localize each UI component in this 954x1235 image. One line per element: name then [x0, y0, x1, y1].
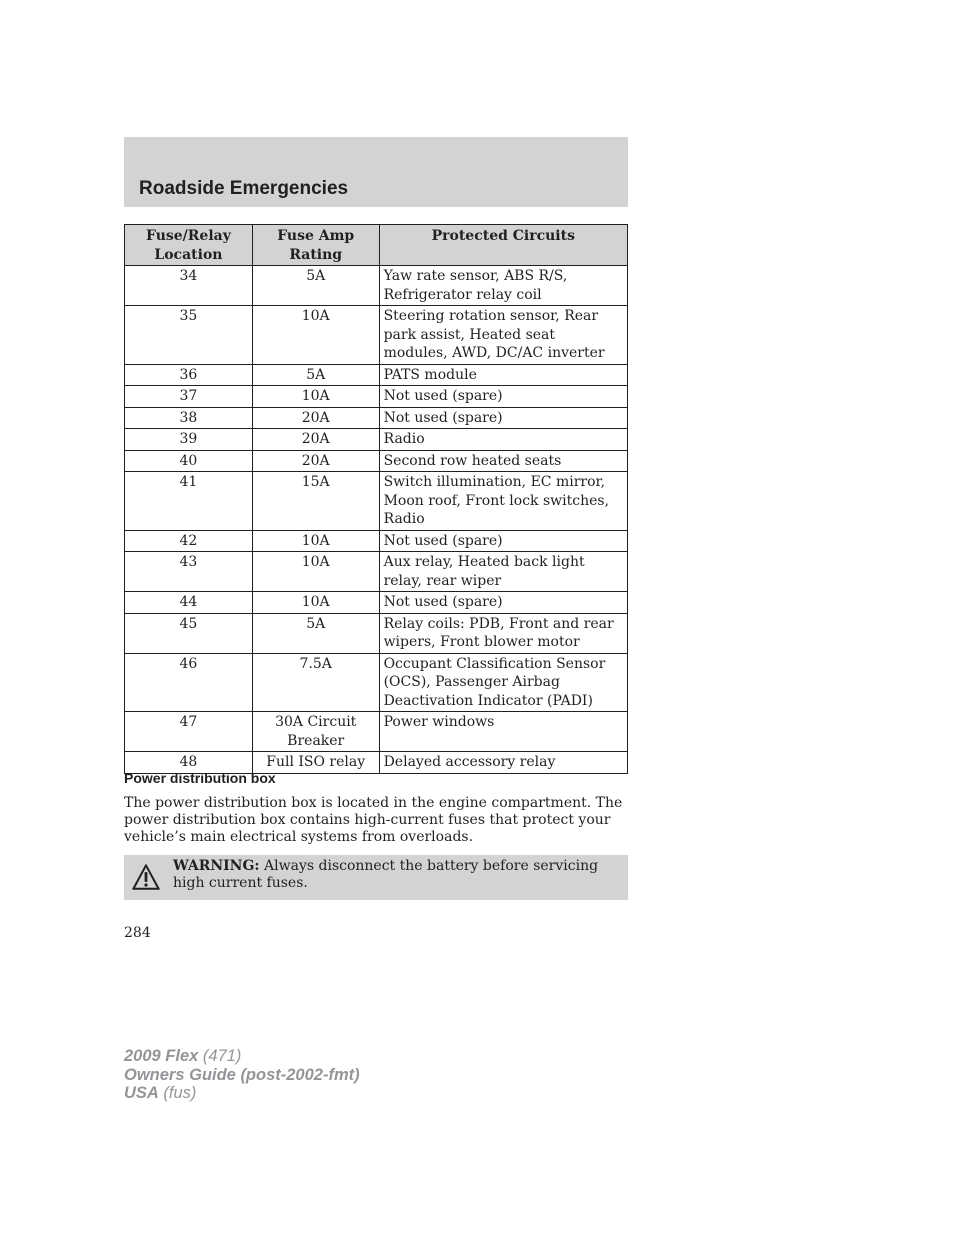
cell-location: 40: [125, 450, 253, 472]
cell-rating: 15A: [252, 472, 379, 531]
footer-line-3: USA (fus): [124, 1084, 197, 1102]
cell-circuits: Power windows: [379, 712, 627, 752]
cell-location: 42: [125, 530, 253, 552]
warning-text: [173, 858, 623, 892]
table-row: [125, 613, 628, 653]
cell-circuits: Steering rotation sensor, Rear park assist, Heated seat modules, AWD, DC/AC inverter: [379, 306, 627, 365]
cell-location: 41: [125, 472, 253, 531]
header-band: [124, 137, 628, 207]
table-header-row: [125, 225, 628, 266]
cell-circuits: Second row heated seats: [379, 450, 627, 472]
cell-location: 44: [125, 592, 253, 614]
warning-triangle-icon: [131, 863, 161, 891]
cell-rating: 10A: [252, 592, 379, 614]
cell-circuits: Relay coils: PDB, Front and rear wipers, Front blower motor: [379, 613, 627, 653]
table-row: [125, 429, 628, 451]
warning-label: WARNING:: [173, 858, 260, 874]
footer-line-1: 2009 Flex (471): [124, 1047, 242, 1065]
cell-rating: 5A: [252, 266, 379, 306]
table-row: [125, 364, 628, 386]
cell-rating: 10A: [252, 552, 379, 592]
cell-rating: 30A Circuit Breaker: [252, 712, 379, 752]
page-number: 284: [124, 925, 151, 941]
cell-rating: 20A: [252, 429, 379, 451]
cell-circuits: Not used (spare): [379, 386, 627, 408]
cell-location: 35: [125, 306, 253, 365]
cell-circuits: Yaw rate sensor, ABS R/S, Refrigerator relay coil: [379, 266, 627, 306]
cell-circuits: PATS module: [379, 364, 627, 386]
cell-location: 43: [125, 552, 253, 592]
cell-location: 39: [125, 429, 253, 451]
page-title: Roadside Emergencies: [139, 178, 349, 199]
cell-location: 38: [125, 407, 253, 429]
cell-rating: 20A: [252, 407, 379, 429]
table-row: [125, 386, 628, 408]
warning-message: Always disconnect the battery before servicing high current fuses.: [173, 858, 599, 891]
cell-circuits: Occupant Classification Sensor (OCS), Passenger Airbag Deactivation Indicator (PADI): [379, 653, 627, 712]
footer: [124, 1047, 360, 1103]
cell-location: 46: [125, 653, 253, 712]
cell-circuits: Radio: [379, 429, 627, 451]
column-header-rating: Fuse Amp Rating: [252, 225, 379, 266]
cell-location: 48: [125, 752, 253, 774]
cell-location: 47: [125, 712, 253, 752]
table-row: [125, 552, 628, 592]
cell-rating: 10A: [252, 386, 379, 408]
cell-circuits: Not used (spare): [379, 592, 627, 614]
cell-location: 34: [125, 266, 253, 306]
cell-location: 45: [125, 613, 253, 653]
cell-rating: 10A: [252, 306, 379, 365]
table-row: [125, 306, 628, 365]
section-body: The power distribution box is located in the engine compartment. The power distribution box contains high-current fuses that protect your vehicle’s main electrical systems from overloads.: [124, 795, 623, 845]
cell-rating: 5A: [252, 364, 379, 386]
table-row: [125, 266, 628, 306]
cell-rating: 7.5A: [252, 653, 379, 712]
cell-location: 36: [125, 364, 253, 386]
cell-circuits: Switch illumination, EC mirror, Moon roof, Front lock switches, Radio: [379, 472, 627, 531]
table-row: [125, 712, 628, 752]
table-row: [125, 592, 628, 614]
table-row: [125, 450, 628, 472]
cell-circuits: Not used (spare): [379, 407, 627, 429]
warning-box: [124, 855, 628, 900]
table-row: [125, 472, 628, 531]
footer-line-2: Owners Guide (post-2002-fmt): [124, 1065, 360, 1084]
cell-circuits: Delayed accessory relay: [379, 752, 627, 774]
column-header-circuits: Protected Circuits: [379, 225, 627, 266]
cell-rating: 10A: [252, 530, 379, 552]
cell-rating: 20A: [252, 450, 379, 472]
table-row: [125, 530, 628, 552]
cell-circuits: Aux relay, Heated back light relay, rear wiper: [379, 552, 627, 592]
cell-location: 37: [125, 386, 253, 408]
cell-rating: Full ISO relay: [252, 752, 379, 774]
fuse-table: [124, 224, 628, 774]
column-header-location: Fuse/Relay Location: [125, 225, 253, 266]
table-row: [125, 653, 628, 712]
cell-circuits: Not used (spare): [379, 530, 627, 552]
cell-rating: 5A: [252, 613, 379, 653]
section-heading: Power distribution box: [124, 770, 276, 786]
table-row: [125, 407, 628, 429]
